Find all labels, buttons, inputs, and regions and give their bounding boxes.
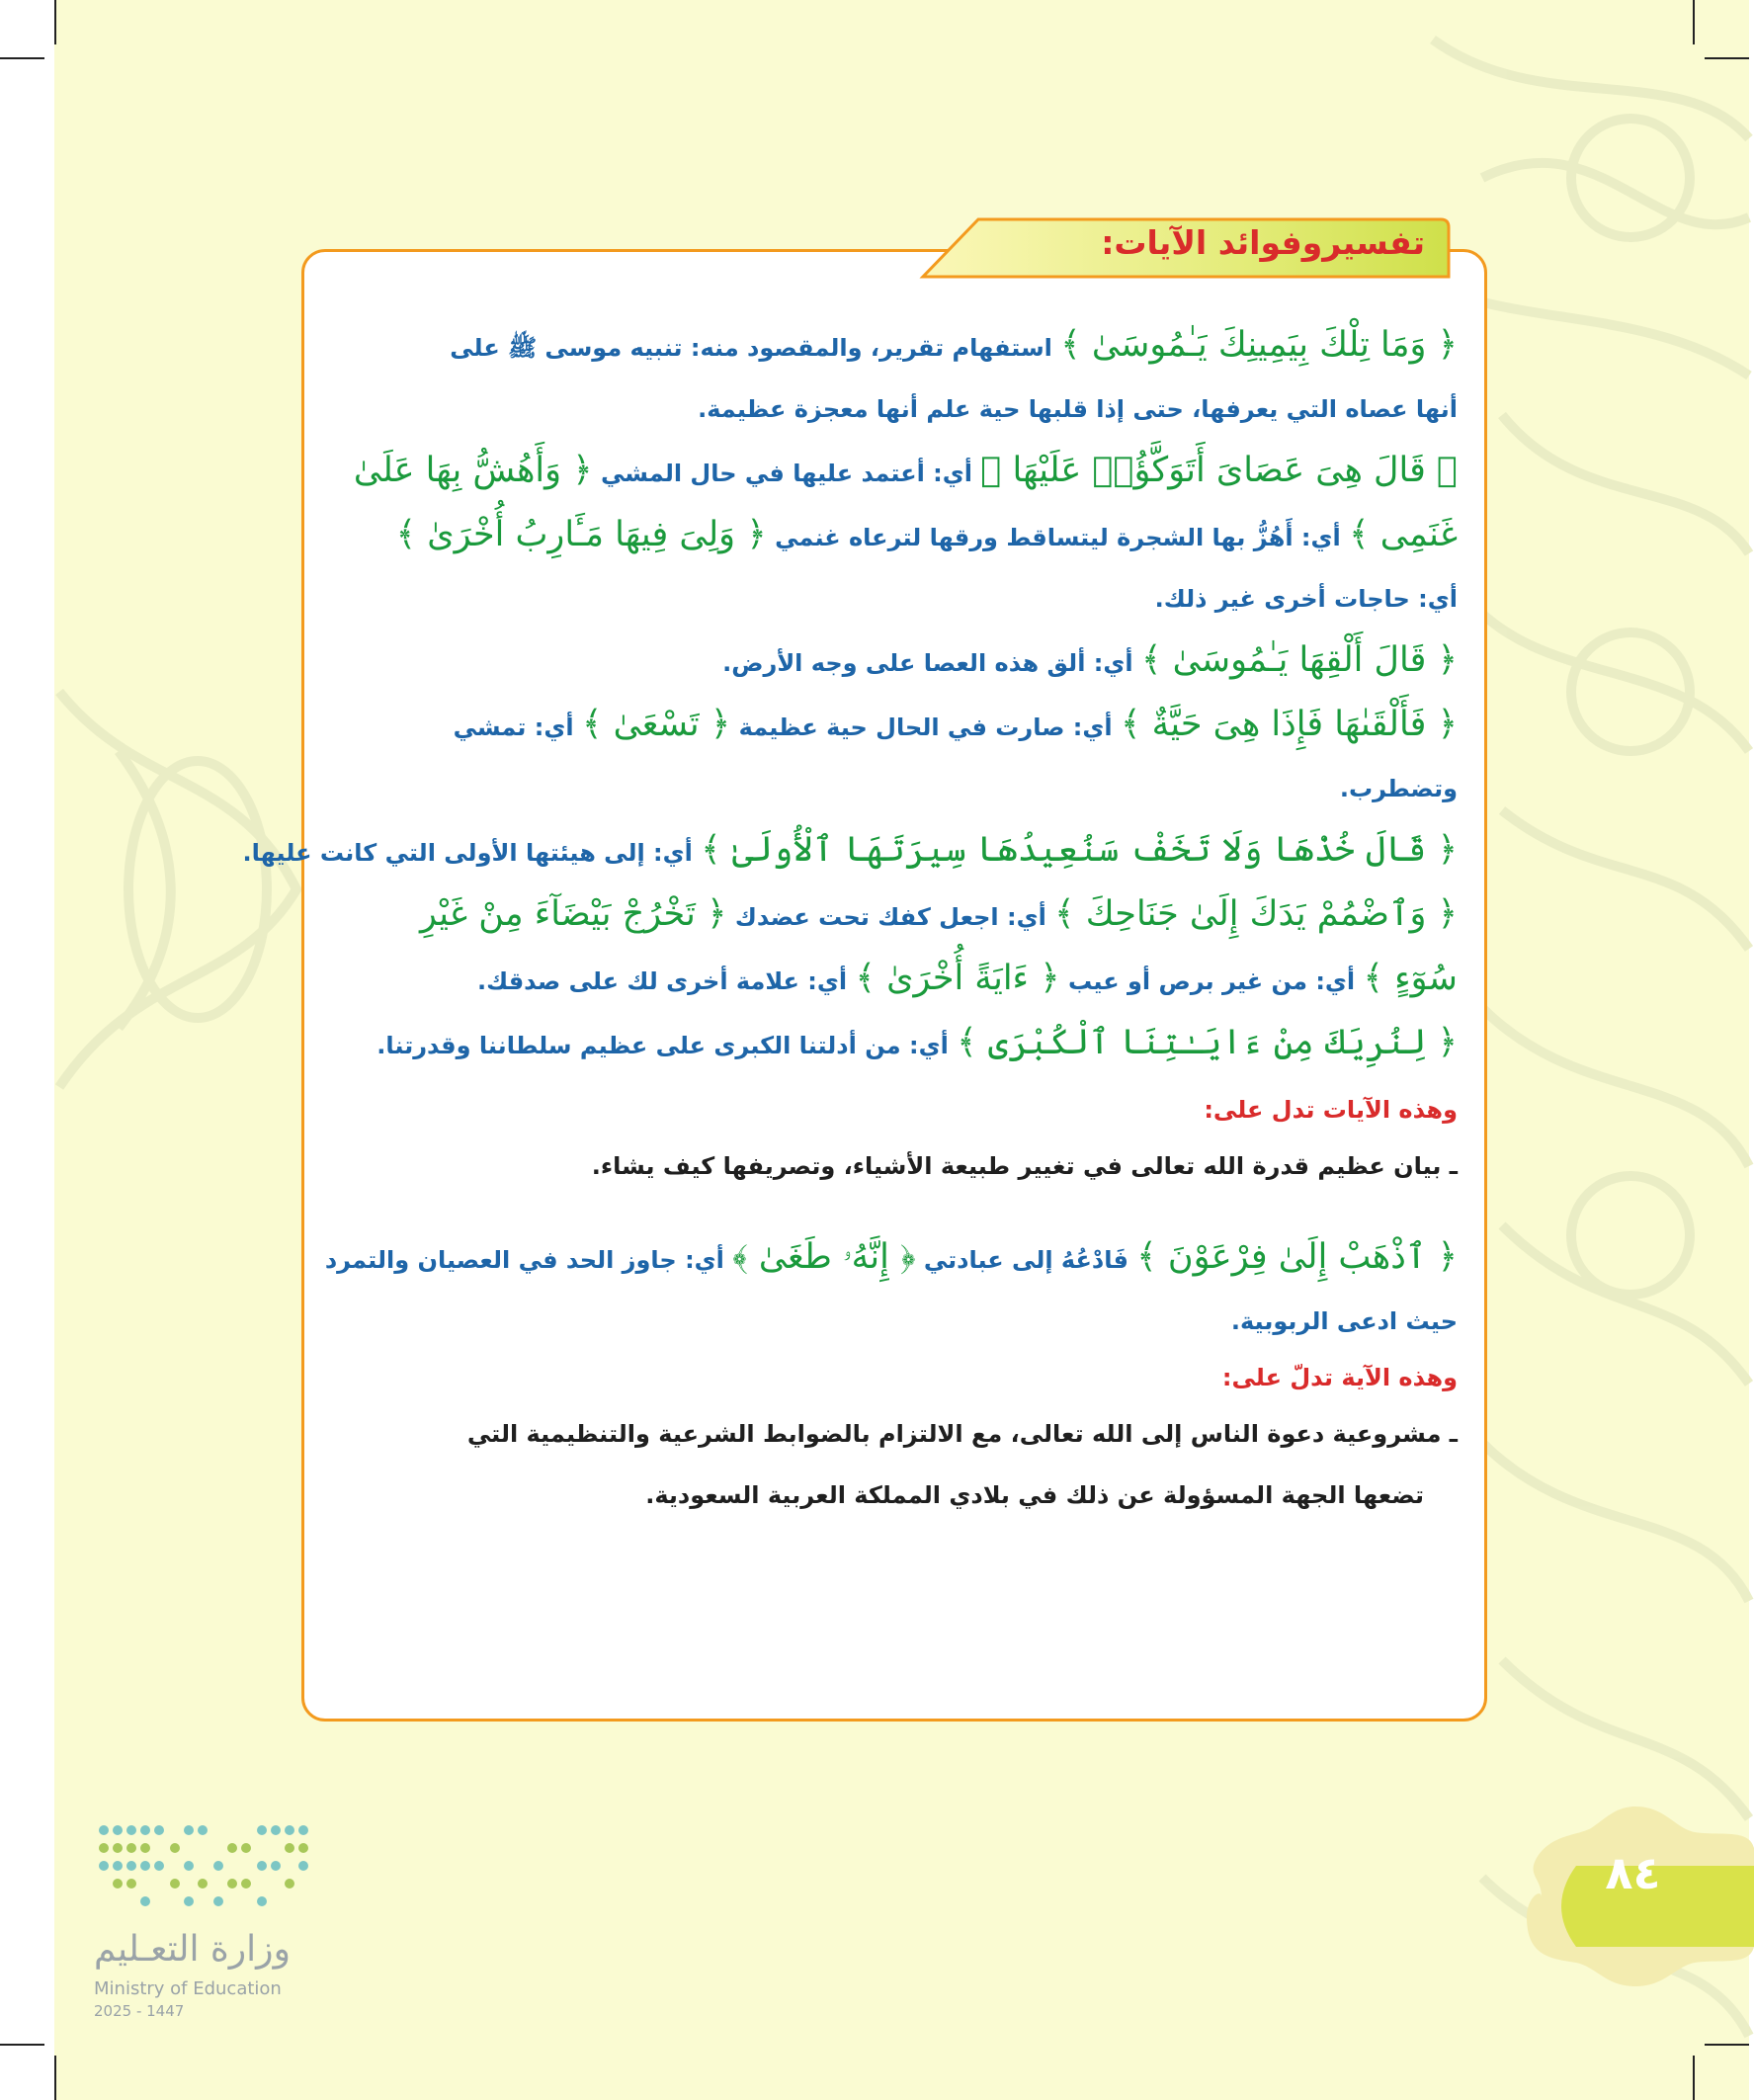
ayah: ﴿ قَالَ هِىَ عَصَاىَ أَتَوَكَّؤُا۟ عَلَيْهَا ﴾ <box>980 451 1458 490</box>
crop-mark <box>54 2056 56 2100</box>
ministry-arabic-name: وزارة التعـليم <box>94 1929 291 1970</box>
ayah: غَنَمِى ﴾ <box>1349 515 1458 554</box>
text-line <box>331 630 1458 694</box>
explanation: أي: علامة أخرى لك على صدقك. <box>476 967 856 995</box>
ayah: ﴿ لِنُرِيَكَ مِنْ ءَايَـٰتِنَا ٱلْكُبْرَى ﴾ <box>957 1023 1458 1062</box>
text-line <box>331 948 1458 1012</box>
section-title-tab <box>919 215 1453 281</box>
explanation: أي: ألق هذه العصا على وجه الأرض. <box>722 649 1141 677</box>
text-line <box>331 1291 1458 1352</box>
explanation: أي: من أدلتنا الكبرى على عظيم سلطاننا وقدرتنا. <box>376 1032 958 1059</box>
crop-mark <box>54 0 56 44</box>
ayah: ﴿ قَالَ أَلْقِهَا يَـٰمُوسَىٰ ﴾ <box>1140 640 1458 680</box>
text-line <box>331 504 1458 568</box>
edition-year: 2025 - 1447 <box>94 2002 185 2020</box>
text-line <box>331 440 1458 504</box>
ayah: ﴿ تَخْرُجْ بَيْضَآءَ مِنْ غَيْرِ <box>419 894 727 934</box>
indicates-heading: وهذه الآيات تدل على: <box>1204 1096 1458 1124</box>
benefit-bullet-continued: تضعها الجهة المسؤولة عن ذلك في بلادي المملكة العربية السعودية. <box>645 1481 1424 1509</box>
ayah: ﴿ قَالَ خُذْهَا وَلَا تَخَفْ سَنُعِيدُهَا سِيرَتَهَا ٱلْأُولَىٰ ﴾ <box>701 830 1458 870</box>
crop-mark <box>1693 0 1695 44</box>
ayah: ﴿ وَأَهُشُّ بِهَا عَلَىٰ <box>353 451 593 490</box>
explanation: وتضطرب. <box>1339 775 1458 802</box>
ayah: ﴿ وَلِىَ فِيهَا مَـَٔارِبُ أُخْرَىٰ ﴾ <box>395 515 767 554</box>
ayah: ﴿ ٱذْهَبْ إِلَىٰ فِرْعَوْنَ ﴾ <box>1136 1237 1458 1277</box>
tafsir-content <box>242 314 1458 1526</box>
page-number-badge <box>1517 1799 1754 1986</box>
text-line <box>331 694 1458 758</box>
explanation: فَادْعُهُ إلى عبادتي <box>915 1246 1137 1274</box>
text-line <box>331 883 1458 948</box>
ayah: ﴿ فَأَلْقَىٰهَا فَإِذَا هِىَ حَيَّةٌ ﴾ <box>1120 705 1458 744</box>
indicates-heading: وهذه الآية تدلّ على: <box>1221 1364 1458 1391</box>
explanation: أي: حاجات أخرى غير ذلك. <box>1154 585 1458 613</box>
explanation: أي: من غير برص أو عيب <box>1059 967 1364 995</box>
explanation: حيث ادعى الربوبية. <box>1230 1307 1458 1335</box>
benefit-bullet: ـ بيان عظيم قدرة الله تعالى في تغيير طبيعة الأشياء، وتصريفها كيف يشاء. <box>591 1152 1458 1180</box>
text-line <box>242 819 1458 883</box>
text-line <box>331 568 1458 630</box>
section-title: تفسيروفوائد الآيات: <box>1101 223 1425 262</box>
ayah: ﴿ إِنَّهُۥ طَغَىٰ ﴾ <box>732 1237 916 1277</box>
ayah: ﴿ وَٱضْمُمْ يَدَكَ إِلَىٰ جَنَاحِكَ ﴾ <box>1054 894 1458 934</box>
text-line <box>331 314 1458 378</box>
ayah: ﴿ وَمَا تِلْكَ بِيَمِينِكَ يَـٰمُوسَىٰ ﴾ <box>1060 325 1458 365</box>
explanation: أي: جاوز الحد في العصيان والتمرد <box>324 1246 733 1274</box>
spacer <box>331 1197 1458 1226</box>
explanation: أي: تمشي <box>453 714 582 741</box>
crop-mark <box>1705 2044 1749 2046</box>
crop-mark <box>1705 57 1749 59</box>
text-line <box>324 1226 1458 1291</box>
explanation: أي: إلى هيئتها الأولى التي كانت عليها. <box>242 839 702 867</box>
ministry-english-name: Ministry of Education <box>94 1978 282 1999</box>
page-number: ٨٤ <box>1605 1846 1661 1899</box>
crop-mark <box>1693 2056 1695 2100</box>
ayah: ﴿ تَسْعَىٰ ﴾ <box>581 705 731 744</box>
ayah: ﴿ ءَايَةً أُخْرَىٰ ﴾ <box>855 959 1060 998</box>
explanation: أي: صارت في الحال حية عظيمة <box>730 714 1121 741</box>
explanation: استفهام تقرير، والمقصود منه: تنبيه موسى ﷺ على <box>450 334 1061 362</box>
text-line <box>331 758 1458 819</box>
explanation: أي: اجعل كفك تحت عضدك <box>726 903 1055 931</box>
crop-mark <box>0 2044 44 2046</box>
explanation: أي: أعتمد عليها في حال المشي <box>592 460 981 487</box>
crop-mark <box>0 57 44 59</box>
explanation: أي: أَهُزُّ بها الشجرة ليتساقط ورقها لترعاه غنمي <box>766 524 1350 551</box>
ayah: سُوٓءٍ ﴾ <box>1363 959 1458 998</box>
text-line <box>331 378 1458 440</box>
ministry-logo <box>94 1818 331 2020</box>
benefit-bullet: ـ مشروعية دعوة الناس إلى الله تعالى، مع الالتزام بالضوابط الشرعية والتنظيمية التي <box>466 1420 1458 1448</box>
ministry-logo-dots <box>94 1818 321 1927</box>
explanation: أنها عصاه التي يعرفها، حتى إذا قلبها حية علم أنها معجزة عظيمة. <box>698 395 1458 423</box>
text-line <box>331 1012 1458 1076</box>
